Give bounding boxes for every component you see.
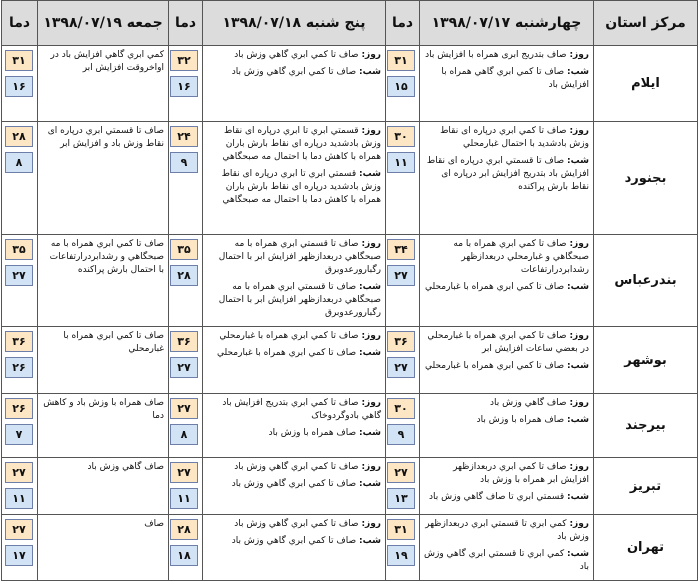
header-province: مرکز استان [594, 1, 698, 46]
day-forecast-text: صاف تا کمي ابري گاهي وزش باد [234, 462, 359, 472]
night-label: شب: [359, 479, 381, 489]
night-forecast-text: صاف همراه با وزش باد [268, 428, 357, 438]
temps-day1 [386, 515, 420, 581]
max-temp: ۲۷ [5, 519, 33, 540]
night-forecast-text: صاف تا کمي ابري گاهي همراه با افزايش باد [441, 67, 589, 90]
night-forecast [207, 478, 381, 491]
night-forecast-text: قسمتي ابري تا صاف گاهي وزش باد [429, 492, 565, 502]
night-forecast-text: قسمتي ابري تا ابري درپاره ای نقاط وزش بادشديد درپاره ای نقاط بارش باران همراه با کاهش دما با احتمال مه صبحگاهي [221, 169, 381, 205]
min-temp: ۱۳ [387, 488, 415, 509]
min-temp: ۱۷ [5, 545, 33, 566]
day-forecast-text: صاف بتدريج ابری همراه با افزايش باد [425, 50, 567, 60]
day-forecast [207, 518, 381, 531]
max-temp: ۳۶ [387, 331, 415, 352]
forecast-day3: صاف تا قسمتي ابري درپاره ای نقاط وزش باد و افزايش ابر [38, 122, 169, 235]
day-label: روز: [361, 50, 381, 60]
day-forecast-text: صاف تا کمي ابري همراه با غبارمحلي در بعضي ساعات افزايش ابر [427, 331, 589, 354]
day-forecast-text: صاف تا کمي ابري گاهي وزش باد [234, 50, 359, 60]
day-forecast [424, 518, 589, 544]
province-name: تهران [594, 515, 698, 581]
temps-day3 [2, 235, 38, 327]
night-forecast [424, 360, 589, 373]
day-forecast [424, 330, 589, 356]
night-forecast-text: صاف تا کمي ابري همراه با غبارمحلي [217, 348, 357, 358]
temps-day2 [169, 46, 203, 122]
temps-day2 [169, 122, 203, 235]
night-label: شب: [567, 492, 589, 502]
forecast-day2 [203, 327, 386, 394]
forecast-day3: کمي ابري گاهي افزايش باد در اواخروقت افزايش ابر [38, 46, 169, 122]
night-label: شب: [567, 282, 589, 292]
night-forecast [207, 281, 381, 320]
day-forecast-text: صاف تا کمي ابري گاهي وزش باد [234, 519, 359, 529]
day-forecast [424, 125, 589, 151]
night-forecast [207, 427, 381, 440]
max-temp: ۳۴ [387, 239, 415, 260]
temps-day3 [2, 327, 38, 394]
night-forecast [207, 168, 381, 207]
province-name: ایلام [594, 46, 698, 122]
forecast-table [1, 0, 698, 581]
forecast-day1 [420, 458, 594, 515]
temps-day1 [386, 458, 420, 515]
day-label: روز: [569, 126, 589, 136]
night-label: شب: [359, 428, 381, 438]
temps-day2 [169, 458, 203, 515]
night-label: شب: [567, 415, 589, 425]
min-temp: ۱۶ [170, 76, 198, 97]
max-temp: ۳۵ [5, 239, 33, 260]
day-label: روز: [361, 398, 381, 408]
forecast-day2 [203, 394, 386, 458]
day-label: روز: [569, 331, 589, 341]
day-forecast [207, 397, 381, 423]
temps-day1 [386, 327, 420, 394]
day-label: روز: [361, 239, 381, 249]
max-temp: ۳۱ [387, 519, 415, 540]
night-forecast [207, 347, 381, 360]
min-temp: ۹ [387, 424, 415, 445]
temps-day3 [2, 122, 38, 235]
day-label: روز: [361, 331, 381, 341]
max-temp: ۲۸ [5, 126, 33, 147]
max-temp: ۲۷ [387, 462, 415, 483]
max-temp: ۲۴ [170, 126, 198, 147]
night-forecast-text: صاف تا قسمتي ابري درپاره ای نقاط افزايش باد بتدريج افزايش ابر درپاره ای نقاط بارش پراکنده [426, 156, 589, 192]
day-label: روز: [361, 126, 381, 136]
day-forecast-text: صاف تا کمي ابري درپاره ای نقاط وزش بادشديد با احتمال غبارمحلي [440, 126, 589, 149]
forecast-day2 [203, 122, 386, 235]
night-label: شب: [567, 549, 589, 559]
min-temp: ۷ [5, 424, 33, 445]
max-temp: ۳۰ [387, 398, 415, 419]
min-temp: ۲۷ [387, 357, 415, 378]
forecast-day2 [203, 515, 386, 581]
max-temp: ۲۷ [170, 462, 198, 483]
day-forecast [207, 238, 381, 277]
temps-day1 [386, 46, 420, 122]
day-forecast [424, 49, 589, 62]
max-temp: ۲۷ [5, 462, 33, 483]
night-forecast [207, 535, 381, 548]
temps-day2 [169, 515, 203, 581]
night-forecast-text: صاف تا کمي ابري گاهي وزش باد [231, 479, 357, 489]
header-day2: پنج شنبه ۱۳۹۸/۰۷/۱۸ [203, 1, 386, 46]
min-temp: ۹ [170, 152, 198, 173]
night-forecast [424, 281, 589, 294]
night-label: شب: [359, 536, 381, 546]
day-forecast [424, 238, 589, 277]
max-temp: ۲۶ [5, 398, 33, 419]
max-temp: ۳۶ [170, 331, 198, 352]
max-temp: ۳۵ [170, 239, 198, 260]
night-forecast [424, 491, 589, 504]
forecast-rows [2, 46, 698, 581]
min-temp: ۱۱ [387, 152, 415, 173]
night-label: شب: [359, 348, 381, 358]
min-temp: ۲۷ [387, 265, 415, 286]
night-label: شب: [359, 169, 381, 179]
min-temp: ۱۱ [170, 488, 198, 509]
forecast-day3: صاف همراه با وزش باد و کاهش دما [38, 394, 169, 458]
forecast-day3: صاف تا کمي ابري همراه با مه صبحگاهي و رشدابردرارتفاعات با احتمال بارش پراکنده [38, 235, 169, 327]
forecast-day3: صاف [38, 515, 169, 581]
header-temp3: دما [2, 1, 38, 46]
forecast-day3: صاف تا کمي ابري همراه با غبارمحلي [38, 327, 169, 394]
night-label: شب: [359, 67, 381, 77]
max-temp: ۲۸ [170, 519, 198, 540]
temps-day1 [386, 235, 420, 327]
forecast-day3: صاف گاهي وزش باد [38, 458, 169, 515]
province-name: بجنورد [594, 122, 698, 235]
night-forecast [424, 548, 589, 574]
day-forecast [207, 125, 381, 164]
header-day1: چهارشنبه ۱۳۹۸/۰۷/۱۷ [420, 1, 594, 46]
temps-day3 [2, 515, 38, 581]
day-label: روز: [361, 462, 381, 472]
night-forecast-text: صاف تا کمي ابري گاهي وزش باد [231, 67, 357, 77]
min-temp: ۱۹ [387, 545, 415, 566]
night-forecast [424, 66, 589, 92]
table-row [2, 394, 698, 458]
table-row [2, 515, 698, 581]
day-forecast [207, 330, 381, 343]
night-forecast [424, 414, 589, 427]
max-temp: ۳۱ [5, 50, 33, 71]
province-name: بيرجند [594, 394, 698, 458]
province-name: بندرعباس [594, 235, 698, 327]
forecast-day1 [420, 327, 594, 394]
day-forecast [207, 49, 381, 62]
temps-day2 [169, 394, 203, 458]
table-row [2, 327, 698, 394]
night-forecast [207, 66, 381, 79]
day-forecast-text: قسمتي ابري تا ابري درپاره ای نقاط وزش بادشديد درپاره ای نقاط بارش باران همراه با کاهش دما با احتمال مه صبحگاهي [222, 126, 381, 162]
forecast-day1 [420, 46, 594, 122]
day-forecast-text: صاف تا کمي ابري همراه با مه صبحگاهي و غبارمحلي دربعدازظهر رشدابردرارتفاعات [453, 239, 589, 275]
night-label: شب: [567, 67, 589, 77]
table-row [2, 122, 698, 235]
forecast-day2 [203, 458, 386, 515]
header-day3: جمعه ۱۳۹۸/۰۷/۱۹ [38, 1, 169, 46]
min-temp: ۲۷ [5, 265, 33, 286]
day-forecast [424, 397, 589, 410]
forecast-day1 [420, 122, 594, 235]
max-temp: ۳۱ [387, 50, 415, 71]
night-forecast-text: صاف همراه با وزش باد [476, 415, 565, 425]
forecast-day2 [203, 46, 386, 122]
day-label: روز: [361, 519, 381, 529]
forecast-day2 [203, 235, 386, 327]
day-label: روز: [569, 239, 589, 249]
temps-day1 [386, 122, 420, 235]
table-row [2, 46, 698, 122]
min-temp: ۱۶ [5, 76, 33, 97]
province-name: بوشهر [594, 327, 698, 394]
temps-day3 [2, 394, 38, 458]
min-temp: ۱۵ [387, 76, 415, 97]
day-label: روز: [569, 462, 589, 472]
header-row [2, 1, 698, 46]
night-label: شب: [359, 282, 381, 292]
night-label: شب: [567, 156, 589, 166]
day-forecast [207, 461, 381, 474]
night-forecast-text: صاف تا کمي ابري همراه با غبارمحلي [425, 282, 565, 292]
province-name: تبريز [594, 458, 698, 515]
day-forecast-text: صاف تا کمي ابري بتدريج افزايش باد گاهي بادوگردوخاک [222, 398, 381, 421]
temps-day3 [2, 46, 38, 122]
temps-day2 [169, 327, 203, 394]
day-label: روز: [569, 519, 589, 529]
min-temp: ۸ [170, 424, 198, 445]
max-temp: ۳۰ [387, 126, 415, 147]
day-forecast-text: صاف تا کمي ابري دربعدازظهر افزايش ابر همراه با وزش باد [453, 462, 589, 485]
max-temp: ۲۷ [170, 398, 198, 419]
day-forecast [424, 461, 589, 487]
max-temp: ۳۲ [170, 50, 198, 71]
header-temp1: دما [386, 1, 420, 46]
day-forecast-text: کمي ابري تا قسمتي ابري دربعدازظهر وزش باد [425, 519, 589, 542]
forecast-day1 [420, 515, 594, 581]
temps-day3 [2, 458, 38, 515]
min-temp: ۸ [5, 152, 33, 173]
min-temp: ۱۱ [5, 488, 33, 509]
night-forecast [424, 155, 589, 194]
min-temp: ۱۸ [170, 545, 198, 566]
night-forecast-text: کمي ابري تا قسمتي ابري گاهي وزش باد [424, 549, 589, 572]
forecast-table-wrapper [1, 0, 697, 584]
night-forecast-text: صاف تا کمي ابري همراه با غبارمحلي [425, 361, 565, 371]
day-forecast-text: صاف تا قسمتي ابري همراه با مه صبحگاهي دربعدازظهر افزايش ابر با احتمال رگبارورعدوبرق [218, 239, 381, 275]
forecast-day1 [420, 235, 594, 327]
header-temp2: دما [169, 1, 203, 46]
day-label: روز: [569, 50, 589, 60]
night-forecast-text: صاف تا قسمتي ابري همراه با مه صبحگاهي دربعدازظهر افزايش ابر با احتمال رگبارورعدوبرق [218, 282, 381, 318]
forecast-day1 [420, 394, 594, 458]
max-temp: ۳۶ [5, 331, 33, 352]
min-temp: ۲۸ [170, 265, 198, 286]
night-label: شب: [567, 361, 589, 371]
min-temp: ۲۶ [5, 357, 33, 378]
temps-day2 [169, 235, 203, 327]
night-forecast-text: صاف تا کمي ابري گاهي وزش باد [231, 536, 357, 546]
table-row [2, 458, 698, 515]
temps-day1 [386, 394, 420, 458]
table-row [2, 235, 698, 327]
min-temp: ۲۷ [170, 357, 198, 378]
day-forecast-text: صاف گاهي وزش باد [490, 398, 567, 408]
day-forecast-text: صاف تا کمي ابري همراه با غبارمحلي [219, 331, 359, 341]
day-label: روز: [569, 398, 589, 408]
